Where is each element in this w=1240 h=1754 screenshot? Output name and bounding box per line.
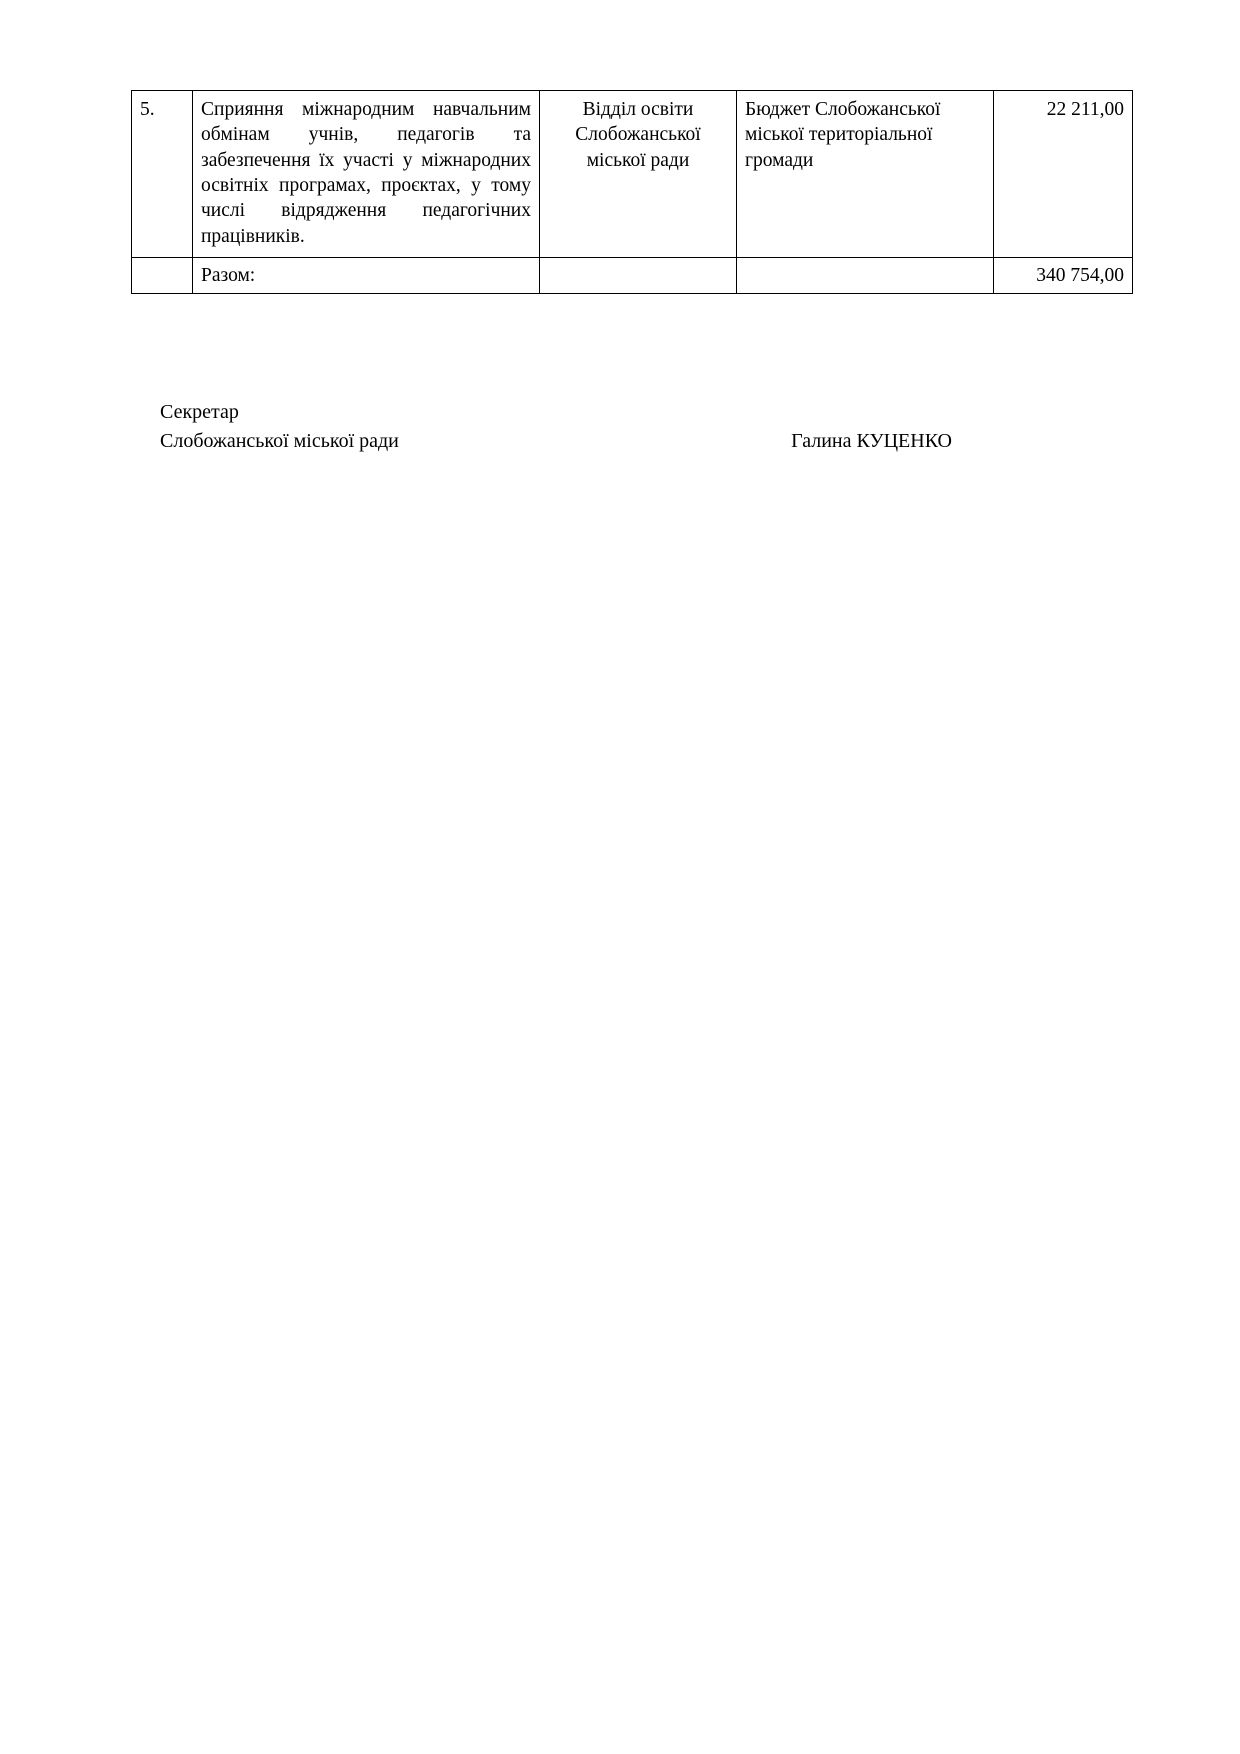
row-organization-cell: Відділ освіти Слобожанської міської ради	[540, 91, 737, 258]
signature-row	[160, 427, 1040, 456]
total-label-cell: Разом:	[193, 258, 540, 294]
signature-position-line1: Секретар	[160, 401, 239, 423]
table-row	[132, 91, 1133, 258]
signature-name: Галина КУЦЕНКО	[791, 430, 952, 452]
signature-block	[160, 398, 1040, 456]
row-number-cell: 5.	[132, 91, 193, 258]
total-number-cell	[132, 258, 193, 294]
row-description-text: Сприяння міжнародним навчальним обмінам учнів, педагогів та забезпечення їх участі у міжнародних освітніх програмах, проєктах, у тому числі відрядження педагогічних працівників.	[201, 99, 531, 247]
row-amount-cell: 22 211,00	[994, 91, 1133, 258]
funding-measures-table	[131, 90, 1133, 294]
row-description-cell	[193, 91, 540, 258]
total-source-cell	[737, 258, 994, 294]
row-source-cell: Бюджет Слобожанської міської територіальної громади	[737, 91, 994, 258]
table-body	[132, 91, 1133, 294]
table-total-row	[132, 258, 1133, 294]
signature-position-line2: Слобожанської міської ради	[160, 430, 399, 452]
total-organization-cell	[540, 258, 737, 294]
total-amount-cell: 340 754,00	[994, 258, 1133, 294]
